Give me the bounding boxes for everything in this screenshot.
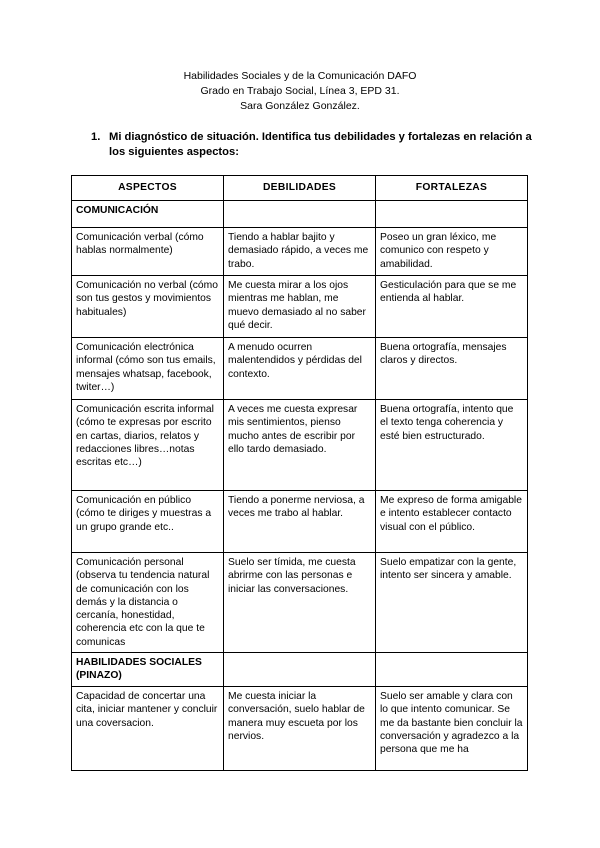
debilidad-cell: Suelo ser tímida, me cuesta abrirme con las personas e iniciar las conversaciones. (224, 553, 376, 653)
debilidad-cell: Me cuesta mirar a los ojos mientras me hablan, me muevo demasiado al no saber qué decir. (224, 276, 376, 338)
table-row (72, 338, 528, 400)
header-debilidades: DEBILIDADES (224, 176, 376, 201)
debilidad-cell: Me cuesta iniciar la conversación, suelo hablar de manera muy escueta por los nervios. (224, 687, 376, 771)
table-header-row (72, 176, 528, 201)
table-row (72, 491, 528, 553)
aspecto-cell: Comunicación escrita informal (cómo te expresas por escrito en cartas, diarios, relatos y redacciones libres…notas escritas etc…) (72, 400, 224, 491)
section-row-comunicacion (72, 201, 528, 228)
section-title-habilidades: HABILIDADES SOCIALES (PINAZO) (72, 653, 224, 687)
fortaleza-cell: Poseo un gran léxico, me comunico con respeto y amabilidad. (376, 228, 528, 276)
fortaleza-cell: Buena ortografía, mensajes claros y directos. (376, 338, 528, 400)
table-row (72, 553, 528, 653)
empty-cell (224, 653, 376, 687)
dafo-table (71, 175, 528, 771)
fortaleza-cell: Buena ortografía, intento que el texto tenga coherencia y esté bien estructurado. (376, 400, 528, 491)
fortaleza-cell: Suelo ser amable y clara con lo que intento comunicar. Se me da bastante bien concluir la conversación y agradezco a la persona que me ha (376, 687, 528, 771)
fortaleza-cell: Suelo empatizar con la gente, intento ser sincera y amable. (376, 553, 528, 653)
fortaleza-cell: Me expreso de forma amigable e intento establecer contacto visual con el público. (376, 491, 528, 553)
header-author: Sara González González. (240, 100, 360, 112)
debilidad-cell: A menudo ocurren malentendidos y pérdidas del contexto. (224, 338, 376, 400)
table-row (72, 228, 528, 276)
debilidad-cell: Tiendo a hablar bajito y demasiado rápido, a veces me trabo. (224, 228, 376, 276)
document-header (0, 69, 600, 114)
aspecto-cell: Comunicación personal (observa tu tendencia natural de comunicación con los demás y la distancia o cercanía, honestidad, coherencia etc con la que te comunicas (72, 553, 224, 653)
question-number: 1. (91, 131, 101, 143)
header-title: Habilidades Sociales y de la Comunicación DAFO (183, 70, 417, 82)
aspecto-cell: Comunicación en público (cómo te diriges y muestras a un grupo grande etc.. (72, 491, 224, 553)
aspecto-cell: Capacidad de concertar una cita, iniciar mantener y concluir una coversacion. (72, 687, 224, 771)
header-fortalezas: FORTALEZAS (376, 176, 528, 201)
aspecto-cell: Comunicación verbal (cómo hablas normalmente) (72, 228, 224, 276)
fortaleza-cell: Gesticulación para que se me entienda al hablar. (376, 276, 528, 338)
empty-cell (224, 201, 376, 228)
debilidad-cell: Tiendo a ponerme nerviosa, a veces me trabo al hablar. (224, 491, 376, 553)
debilidad-cell: A veces me cuesta expresar mis sentimientos, pienso mucho antes de escribir por ello tardo demasiado. (224, 400, 376, 491)
empty-cell (376, 653, 528, 687)
aspecto-cell: Comunicación no verbal (cómo son tus gestos y movimientos habituales) (72, 276, 224, 338)
question-1 (91, 130, 541, 160)
empty-cell (376, 201, 528, 228)
table-row (72, 400, 528, 491)
section-row-habilidades (72, 653, 528, 687)
header-aspectos: ASPECTOS (72, 176, 224, 201)
header-course: Grado en Trabajo Social, Línea 3, EPD 31. (200, 85, 400, 97)
aspecto-cell: Comunicación electrónica informal (cómo son tus emails, mensajes whatsap, facebook, twiter…) (72, 338, 224, 400)
table-row (72, 687, 528, 771)
section-title-comunicacion: COMUNICACIÓN (72, 201, 224, 228)
question-text: Mi diagnóstico de situación. Identifica tus debilidades y fortalezas en relación a los siguientes aspectos: (109, 131, 532, 158)
table-row (72, 276, 528, 338)
